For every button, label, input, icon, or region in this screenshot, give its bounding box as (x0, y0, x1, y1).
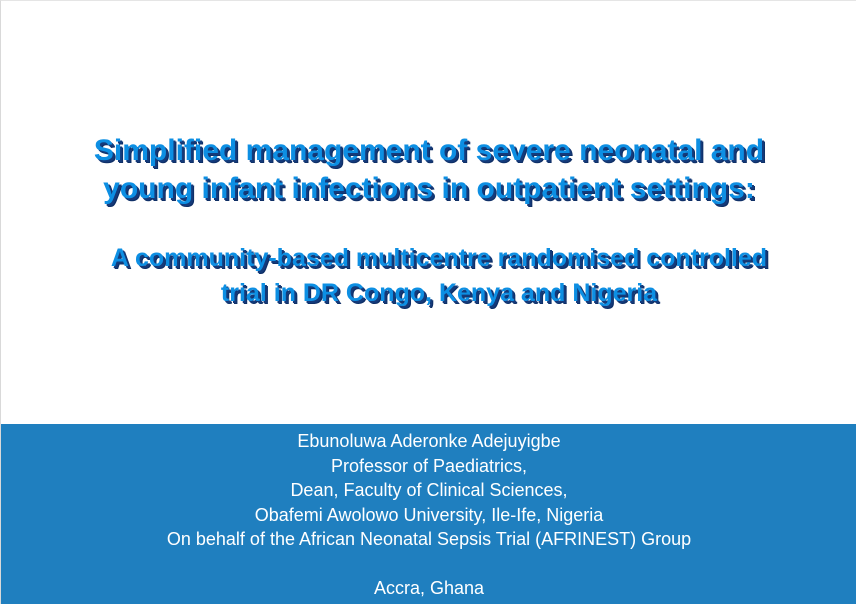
author-position: Dean, Faculty of Clinical Sciences, (290, 480, 568, 500)
presentation-location: Accra, Ghana (373, 578, 485, 598)
author-institution: Obafemi Awolowo University, Ile-Ife, Nigeria (254, 504, 604, 525)
slide-title-line-2: young infant infections in outpatient settings: (103, 172, 755, 205)
line-spacer (1, 552, 856, 577)
author-role: Professor of Paediatrics, (330, 455, 528, 476)
slide-subtitle (1, 241, 856, 311)
slide-subtitle-line-2: trial in DR Congo, Kenya and Nigeria (220, 279, 658, 307)
slide-title-line-1: Simplified management of severe neonatal and (93, 134, 765, 167)
slide-title (1, 132, 856, 208)
author-info-band (1, 424, 856, 604)
author-name: Ebunoluwa Aderonke Adejuyigbe (297, 431, 561, 451)
slide-subtitle-line-1: A community-based multicentre randomised controlled (110, 244, 768, 272)
author-affiliation: On behalf of the African Neonatal Sepsis Trial (AFRINEST) Group (166, 529, 692, 549)
